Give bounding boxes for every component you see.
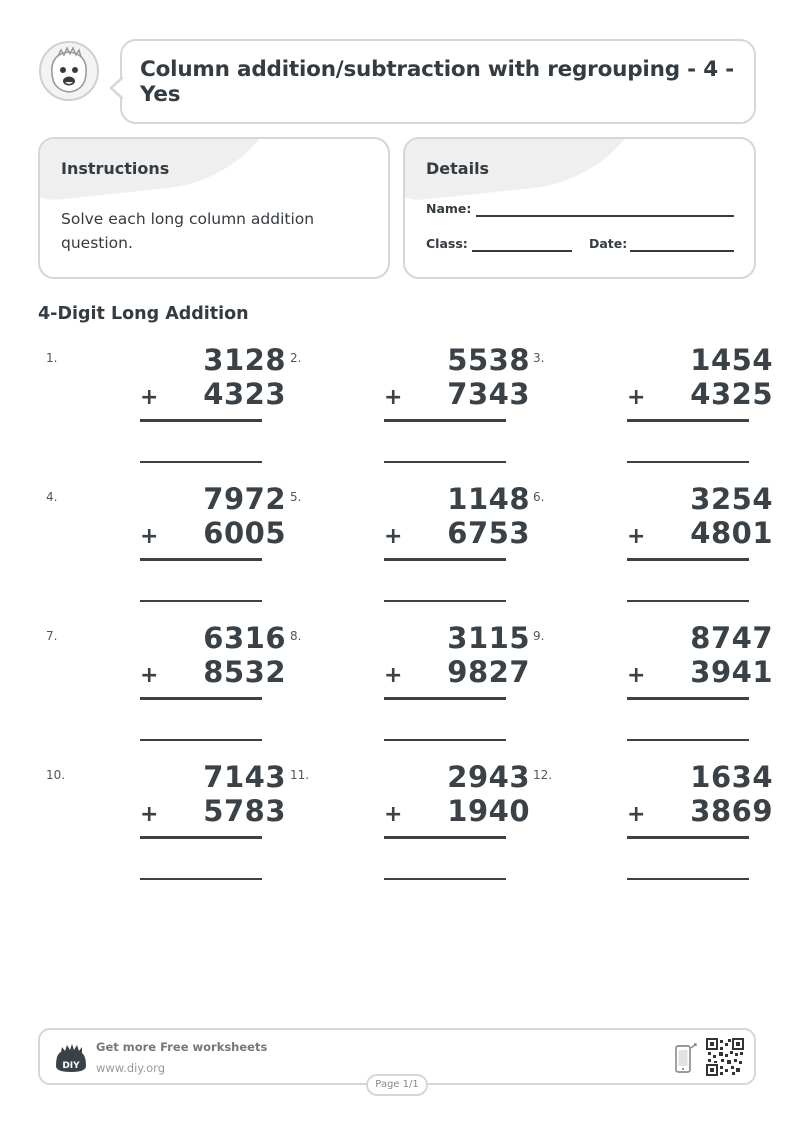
addend-bottom: 6005 <box>203 516 286 550</box>
addend-bottom: 8532 <box>203 655 286 689</box>
problem-item <box>46 343 286 481</box>
sum-line <box>140 836 262 839</box>
plus-sign: + <box>627 385 646 410</box>
problem-item <box>290 621 530 759</box>
plus-sign: + <box>627 663 646 688</box>
problem-number: 6. <box>533 490 545 504</box>
date-label: Date: <box>589 236 628 251</box>
addend-top: 7143 <box>203 760 286 794</box>
sum-line <box>384 558 506 561</box>
plus-sign: + <box>384 802 403 827</box>
problem-number: 1. <box>46 351 58 365</box>
problem-item <box>533 482 773 620</box>
plus-sign: + <box>384 385 403 410</box>
details-card <box>403 137 756 279</box>
sum-line <box>627 419 749 422</box>
sum-line <box>384 419 506 422</box>
addend-bottom: 4323 <box>203 377 286 411</box>
qr-code-icon <box>706 1038 744 1076</box>
answer-line[interactable] <box>384 739 506 741</box>
sum-line <box>627 697 749 700</box>
class-field-line[interactable] <box>472 250 572 252</box>
addend-top: 3115 <box>447 621 530 655</box>
problem-item <box>290 343 530 481</box>
addend-bottom: 5783 <box>203 794 286 828</box>
logo-text: DIY <box>62 1061 80 1071</box>
addend-bottom: 7343 <box>447 377 530 411</box>
problem-number: 7. <box>46 629 58 643</box>
addend-top: 1454 <box>690 343 773 377</box>
addend-top: 8747 <box>690 621 773 655</box>
name-field-line[interactable] <box>476 215 734 217</box>
answer-line[interactable] <box>627 461 749 463</box>
answer-line[interactable] <box>384 461 506 463</box>
answer-line[interactable] <box>140 461 262 463</box>
problem-number: 5. <box>290 490 302 504</box>
problem-item <box>46 621 286 759</box>
footer-url[interactable]: www.diy.org <box>96 1061 165 1075</box>
plus-sign: + <box>384 663 403 688</box>
instructions-heading: Instructions <box>61 159 170 178</box>
sum-line <box>384 697 506 700</box>
footer-promo-text: Get more Free worksheets <box>96 1040 268 1054</box>
problem-number: 8. <box>290 629 302 643</box>
plus-sign: + <box>140 385 159 410</box>
problem-item <box>533 621 773 759</box>
addend-bottom: 4801 <box>690 516 773 550</box>
speech-tail-icon <box>109 77 123 99</box>
problem-item <box>290 760 530 898</box>
addend-bottom: 9827 <box>447 655 530 689</box>
addend-top: 2943 <box>447 760 530 794</box>
addend-top: 1148 <box>447 482 530 516</box>
plus-sign: + <box>140 524 159 549</box>
sum-line <box>140 558 262 561</box>
sum-line <box>140 697 262 700</box>
addend-top: 6316 <box>203 621 286 655</box>
plus-sign: + <box>627 524 646 549</box>
addend-top: 7972 <box>203 482 286 516</box>
addend-bottom: 3869 <box>690 794 773 828</box>
answer-line[interactable] <box>627 739 749 741</box>
answer-line[interactable] <box>140 878 262 880</box>
instructions-card <box>38 137 390 279</box>
addend-top: 3128 <box>203 343 286 377</box>
problem-item <box>290 482 530 620</box>
addend-top: 1634 <box>690 760 773 794</box>
plus-sign: + <box>384 524 403 549</box>
answer-line[interactable] <box>384 878 506 880</box>
instructions-text: Solve each long column addition question. <box>61 210 315 252</box>
title-box <box>120 39 756 124</box>
date-field-line[interactable] <box>630 250 734 252</box>
problem-number: 9. <box>533 629 545 643</box>
sum-line <box>384 836 506 839</box>
problem-number: 11. <box>290 768 310 782</box>
section-title: 4-Digit Long Addition <box>38 304 249 324</box>
addend-bottom: 3941 <box>690 655 773 689</box>
sum-line <box>627 558 749 561</box>
problem-item <box>46 760 286 898</box>
answer-line[interactable] <box>140 739 262 741</box>
details-heading: Details <box>426 159 490 178</box>
addend-bottom: 4325 <box>690 377 773 411</box>
name-label: Name: <box>426 201 472 216</box>
plus-sign: + <box>140 802 159 827</box>
diy-logo-icon <box>53 1040 89 1076</box>
answer-line[interactable] <box>627 878 749 880</box>
answer-line[interactable] <box>384 600 506 602</box>
phone-icon <box>674 1042 698 1074</box>
problem-item <box>533 760 773 898</box>
class-label: Class: <box>426 236 468 251</box>
page-indicator: Page 1/1 <box>366 1074 428 1096</box>
plus-sign: + <box>627 802 646 827</box>
problem-item <box>533 343 773 481</box>
addend-bottom: 6753 <box>447 516 530 550</box>
addend-top: 5538 <box>447 343 530 377</box>
sum-line <box>627 836 749 839</box>
plus-sign: + <box>140 663 159 688</box>
problem-number: 2. <box>290 351 302 365</box>
addend-bottom: 1940 <box>447 794 530 828</box>
problem-number: 10. <box>46 768 66 782</box>
problem-number: 3. <box>533 351 545 365</box>
page-title: Column addition/subtraction with regrouping - 4 - Yes <box>140 57 734 107</box>
answer-line[interactable] <box>140 600 262 602</box>
answer-line[interactable] <box>627 600 749 602</box>
problem-number: 12. <box>533 768 553 782</box>
problem-item <box>46 482 286 620</box>
sum-line <box>140 419 262 422</box>
problem-number: 4. <box>46 490 58 504</box>
mascot-icon <box>38 40 100 102</box>
addend-top: 3254 <box>690 482 773 516</box>
